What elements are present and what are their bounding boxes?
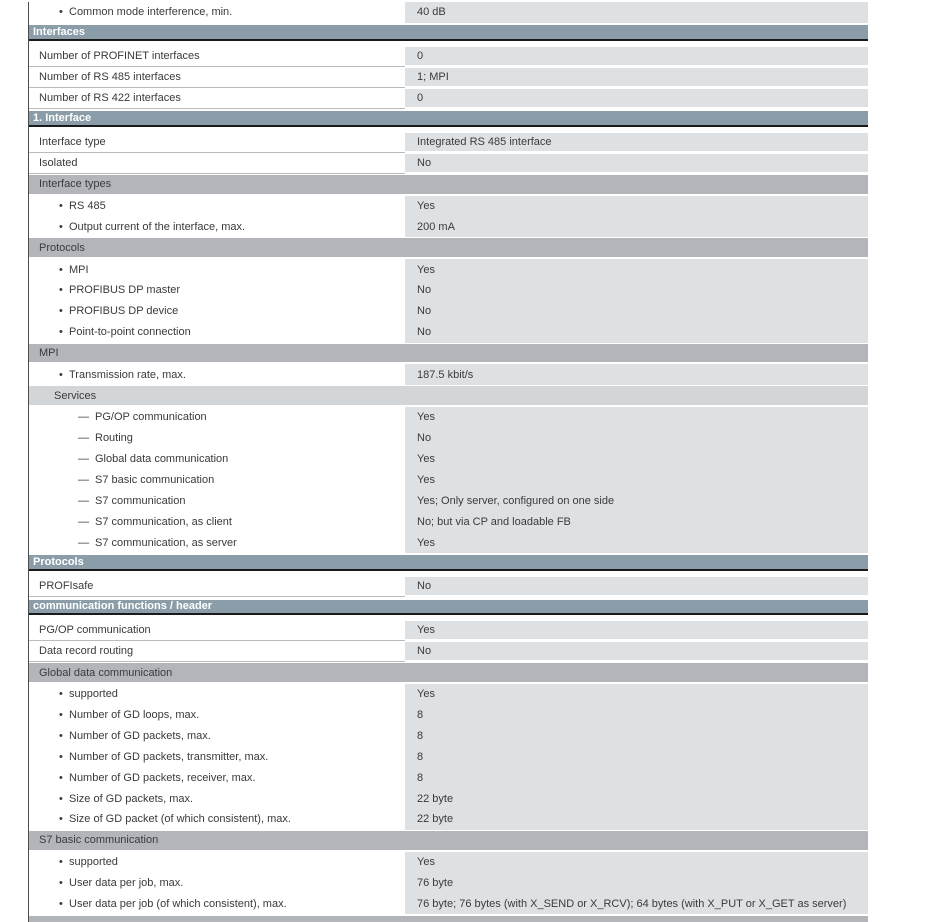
row-label-cell <box>29 322 405 343</box>
table-row <box>29 470 868 491</box>
row-value-cell <box>405 259 868 280</box>
table-row <box>29 449 868 470</box>
row-label-cell <box>29 196 405 217</box>
row-value-cell <box>405 747 868 768</box>
table-row <box>29 852 868 873</box>
row-label: supported <box>69 856 118 869</box>
table-row <box>29 726 868 747</box>
row-value: No; but via CP and loadable FB <box>417 515 571 528</box>
subsection-header-row <box>29 663 868 684</box>
row-value: Yes <box>417 453 435 466</box>
section-header-row <box>29 25 868 46</box>
row-label-cell <box>29 2 405 23</box>
row-value-cell <box>405 852 868 873</box>
row-label: PG/OP communication <box>39 624 151 637</box>
dash-marker: — <box>78 473 89 486</box>
section-header-band <box>29 555 868 571</box>
row-label: Common mode interference, min. <box>69 6 233 19</box>
section-title: Protocols <box>39 241 85 254</box>
table-row <box>29 490 868 511</box>
row-value-cell <box>405 767 868 788</box>
bullet-marker: • <box>59 688 63 701</box>
row-label: Routing <box>95 432 133 445</box>
row-label: Size of GD packets, max. <box>69 792 194 805</box>
table-row <box>29 2 868 23</box>
row-value: 40 dB <box>417 6 446 19</box>
row-value-cell <box>405 621 868 639</box>
row-label: Isolated <box>39 156 78 169</box>
row-label-cell <box>29 470 405 491</box>
row-label: Data record routing <box>39 645 134 658</box>
bullet-marker: • <box>59 856 63 869</box>
row-value: Yes <box>417 411 435 424</box>
row-value-cell <box>405 322 868 343</box>
subsection-header-band <box>29 663 868 682</box>
row-value-cell <box>405 47 868 65</box>
row-value-cell <box>405 684 868 705</box>
bullet-marker: • <box>59 750 63 763</box>
table-row <box>29 511 868 532</box>
bullet-marker: • <box>59 792 63 805</box>
row-label: S7 communication, as client <box>95 515 232 528</box>
row-value-cell <box>405 364 868 385</box>
table-row <box>29 301 868 322</box>
table-row <box>29 684 868 705</box>
row-value-cell <box>405 133 868 151</box>
dash-marker: — <box>78 536 89 549</box>
row-value: 22 byte <box>417 813 454 826</box>
row-value-cell <box>405 470 868 491</box>
bullet-marker: • <box>59 6 63 19</box>
dash-marker: — <box>78 515 89 528</box>
row-label: User data per job, max. <box>69 877 184 890</box>
section-header-row <box>29 600 868 621</box>
table-row <box>29 576 868 597</box>
row-label-cell <box>29 893 405 914</box>
section-title: Protocols <box>33 556 84 569</box>
subsection-header-band <box>29 386 868 405</box>
row-label-cell <box>29 705 405 726</box>
row-label-cell <box>29 767 405 788</box>
section-title: Global data communication <box>39 666 173 679</box>
row-value-cell <box>405 89 868 107</box>
row-label-cell <box>29 428 405 449</box>
row-label-cell <box>29 726 405 747</box>
row-value-cell <box>405 154 868 172</box>
row-value-cell <box>405 301 868 322</box>
subsection-header-row <box>29 831 868 852</box>
bullet-marker: • <box>59 368 63 381</box>
row-value-cell <box>405 809 868 830</box>
row-label: MPI <box>69 263 89 276</box>
row-label-cell <box>29 153 405 174</box>
bullet-marker: • <box>59 813 63 826</box>
row-value: No <box>417 156 432 169</box>
bullet-marker: • <box>59 326 63 339</box>
row-value-cell <box>405 705 868 726</box>
row-value-cell <box>405 428 868 449</box>
row-label: Number of RS 485 interfaces <box>39 70 181 83</box>
row-value-cell <box>405 196 868 217</box>
section-title: Services <box>54 389 97 402</box>
row-value-cell <box>405 449 868 470</box>
row-label-cell <box>29 280 405 301</box>
row-value: 22 byte <box>417 792 454 805</box>
table-row <box>29 767 868 788</box>
row-value: 8 <box>417 730 424 743</box>
row-label: RS 485 <box>69 200 106 213</box>
row-label: PG/OP communication <box>95 411 207 424</box>
table-row <box>29 280 868 301</box>
bullet-marker: • <box>59 709 63 722</box>
row-label: Interface type <box>39 135 106 148</box>
row-label: S7 communication <box>95 494 186 507</box>
table-row <box>29 620 868 641</box>
section-header-row <box>29 555 868 576</box>
row-value: 76 byte; 76 bytes (with X_SEND or X_RCV); 64 bytes (with X_PUT or X_GET as server) <box>417 897 847 910</box>
row-value: Yes <box>417 200 435 213</box>
row-label-cell <box>29 216 405 237</box>
row-label-cell <box>29 511 405 532</box>
subsection-header-band <box>29 344 868 363</box>
row-label: User data per job (of which consistent), max. <box>69 897 287 910</box>
row-label-cell <box>29 532 405 553</box>
row-value-cell <box>405 2 868 23</box>
row-label: Number of GD loops, max. <box>69 709 200 722</box>
section-title: MPI <box>39 346 59 359</box>
row-value-cell <box>405 873 868 894</box>
section-header-band <box>29 25 868 41</box>
row-value: Yes <box>417 624 435 637</box>
subsection-header-band <box>29 916 868 922</box>
row-value: 8 <box>417 771 424 784</box>
bullet-marker: • <box>59 284 63 297</box>
dash-marker: — <box>78 453 89 466</box>
bullet-marker: • <box>59 730 63 743</box>
table-row <box>29 532 868 553</box>
row-value-cell <box>405 490 868 511</box>
row-label-cell <box>29 67 405 88</box>
row-value-cell <box>405 511 868 532</box>
row-label: Number of PROFINET interfaces <box>39 50 200 63</box>
row-label: Size of GD packet (of which consistent), max. <box>69 813 291 826</box>
table-row <box>29 88 868 109</box>
row-value-cell <box>405 280 868 301</box>
row-value: Yes <box>417 688 435 701</box>
row-label-cell <box>29 259 405 280</box>
row-value-cell <box>405 577 868 595</box>
row-value: Yes <box>417 473 435 486</box>
row-label-cell <box>29 852 405 873</box>
row-value: No <box>417 305 432 318</box>
bullet-marker: • <box>59 305 63 318</box>
section-title: S7 basic communication <box>39 834 159 847</box>
row-value-cell <box>405 216 868 237</box>
row-label: Number of GD packets, max. <box>69 730 211 743</box>
table-row <box>29 407 868 428</box>
subsection-header-band <box>29 831 868 850</box>
row-value: No <box>417 645 432 658</box>
row-label: S7 basic communication <box>95 473 215 486</box>
section-title: Interfaces <box>33 26 85 39</box>
section-title: 1. Interface <box>33 111 92 124</box>
table-row <box>29 641 868 662</box>
dash-marker: — <box>78 494 89 507</box>
row-value: Yes <box>417 856 435 869</box>
row-value: 200 mA <box>417 220 455 233</box>
row-value: Yes; Only server, configured on one side <box>417 494 615 507</box>
dash-marker: — <box>78 432 89 445</box>
table-row <box>29 428 868 449</box>
row-value-cell <box>405 726 868 747</box>
row-value-cell <box>405 407 868 428</box>
subsection-header-band <box>29 238 868 257</box>
bullet-marker: • <box>59 771 63 784</box>
subsection-header-row <box>29 914 868 921</box>
row-label-cell <box>29 364 405 385</box>
bullet-marker: • <box>59 263 63 276</box>
row-value: 0 <box>417 91 424 104</box>
section-header-row <box>29 111 868 132</box>
row-value-cell <box>405 68 868 86</box>
row-label-cell <box>29 809 405 830</box>
row-label-cell <box>29 301 405 322</box>
bullet-marker: • <box>59 897 63 910</box>
table-row <box>29 364 868 385</box>
row-label-cell <box>29 88 405 109</box>
row-label-cell <box>29 684 405 705</box>
section-header-band <box>29 600 868 616</box>
table-row <box>29 46 868 67</box>
row-label: Number of GD packets, transmitter, max. <box>69 750 269 763</box>
row-value-cell <box>405 642 868 660</box>
subsection-header-row <box>29 386 868 407</box>
table-row <box>29 67 868 88</box>
row-label-cell <box>29 449 405 470</box>
row-label: PROFIBUS DP device <box>69 305 179 318</box>
row-label-cell <box>29 46 405 67</box>
row-label: S7 communication, as server <box>95 536 237 549</box>
row-value: No <box>417 284 432 297</box>
row-value: 0 <box>417 50 424 63</box>
table-row <box>29 132 868 153</box>
table-row <box>29 788 868 809</box>
row-value: Yes <box>417 263 435 276</box>
subsection-header-row <box>29 238 868 259</box>
row-value: 8 <box>417 709 424 722</box>
table-row <box>29 322 868 343</box>
bullet-marker: • <box>59 877 63 890</box>
row-label-cell <box>29 641 405 662</box>
row-label: Point-to-point connection <box>69 326 191 339</box>
row-label: PROFIsafe <box>39 580 94 593</box>
row-label-cell <box>29 490 405 511</box>
table-row <box>29 216 868 237</box>
table-row <box>29 809 868 830</box>
table-row <box>29 259 868 280</box>
spec-table <box>28 2 868 922</box>
subsection-header-row <box>29 344 868 365</box>
row-label: Transmission rate, max. <box>69 368 186 381</box>
bullet-marker: • <box>59 200 63 213</box>
row-label-cell <box>29 576 405 597</box>
row-label: supported <box>69 688 118 701</box>
row-value: 76 byte <box>417 877 454 890</box>
row-value: No <box>417 580 432 593</box>
row-label-cell <box>29 788 405 809</box>
section-header-band <box>29 111 868 127</box>
row-label-cell <box>29 873 405 894</box>
row-value: No <box>417 432 432 445</box>
row-value-cell <box>405 532 868 553</box>
section-title: communication functions / header <box>33 600 213 613</box>
row-label: PROFIBUS DP master <box>69 284 181 297</box>
table-row <box>29 153 868 174</box>
subsection-header-row <box>29 175 868 196</box>
row-value-cell <box>405 893 868 914</box>
table-row <box>29 747 868 768</box>
row-label-cell <box>29 132 405 153</box>
table-row <box>29 705 868 726</box>
row-value: 187.5 kbit/s <box>417 368 474 381</box>
section-title: Interface types <box>39 178 112 191</box>
row-label: Output current of the interface, max. <box>69 220 246 233</box>
bullet-marker: • <box>59 220 63 233</box>
row-value: Integrated RS 485 interface <box>417 135 552 148</box>
row-label-cell <box>29 747 405 768</box>
row-label-cell <box>29 620 405 641</box>
table-row <box>29 873 868 894</box>
row-value: 8 <box>417 750 424 763</box>
row-value: Yes <box>417 536 435 549</box>
table-row <box>29 893 868 914</box>
row-label: Global data communication <box>95 453 229 466</box>
table-row <box>29 196 868 217</box>
row-label: Number of RS 422 interfaces <box>39 91 181 104</box>
row-value: No <box>417 326 432 339</box>
row-label: Number of GD packets, receiver, max. <box>69 771 256 784</box>
row-label-cell <box>29 407 405 428</box>
row-value-cell <box>405 788 868 809</box>
subsection-header-band <box>29 175 868 194</box>
row-value: 1; MPI <box>417 70 449 83</box>
dash-marker: — <box>78 411 89 424</box>
